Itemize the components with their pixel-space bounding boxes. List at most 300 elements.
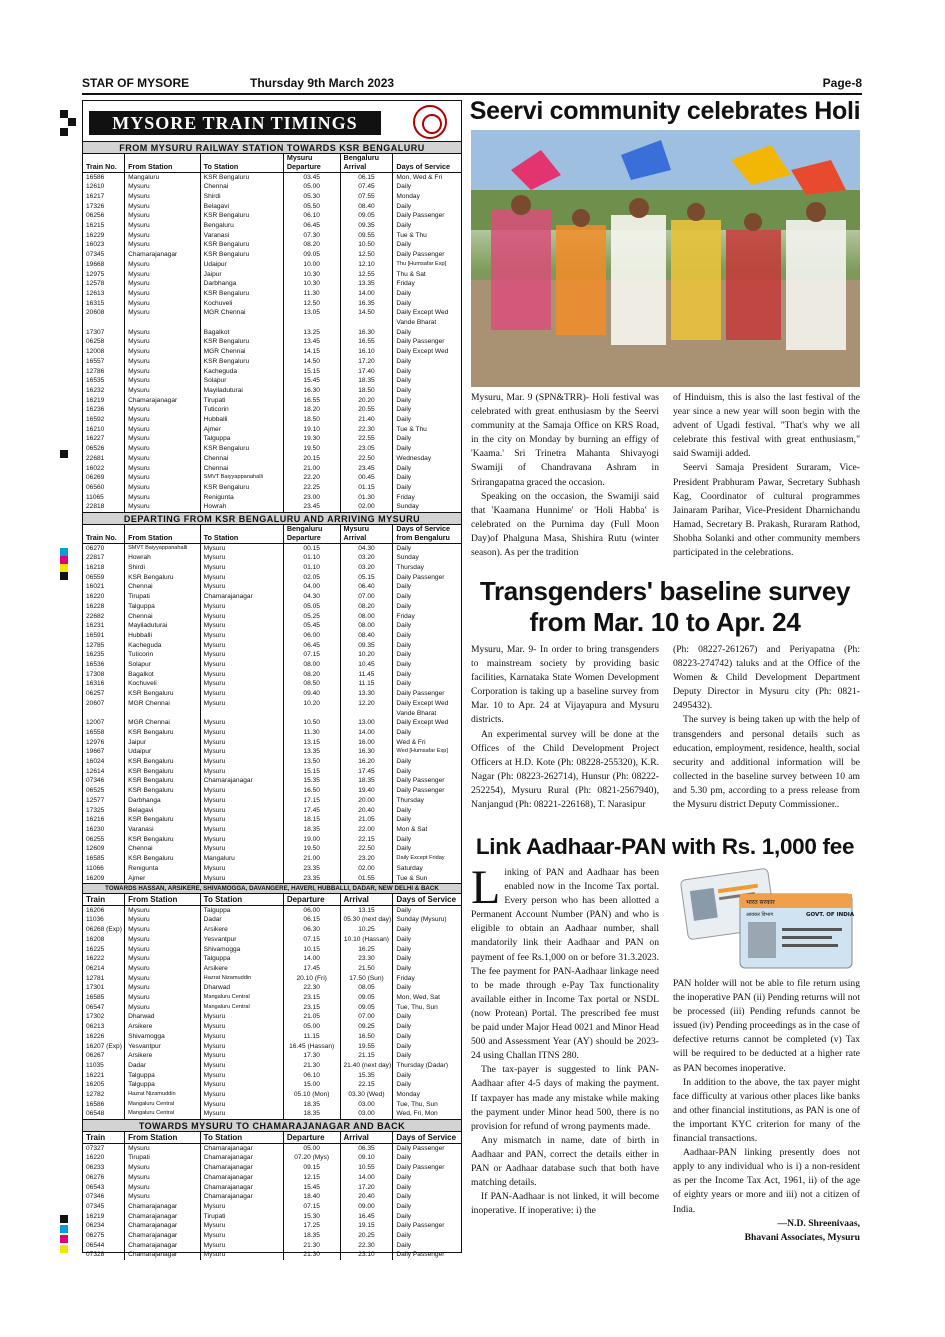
table-cell: KSR Bengaluru (125, 815, 201, 825)
train-row (83, 1250, 461, 1260)
table-cell: Daily (396, 406, 412, 414)
table-cell: Chamarajanagar (125, 250, 201, 260)
reg-mark (60, 450, 68, 458)
table-cell: 18.50 (283, 415, 340, 425)
table-cell: Udaipur (125, 747, 201, 757)
table-cell: 09.15 (283, 1163, 340, 1173)
table-cell: Wed [Humsafar Exp] (396, 748, 448, 755)
train-row (83, 299, 461, 309)
timetable-2 (83, 525, 461, 883)
table-cell: Talguppa (125, 1071, 201, 1081)
table-cell: Monday (396, 1091, 420, 1099)
table-cell: Mysuru (125, 357, 201, 367)
table-cell: Daily (396, 1071, 412, 1079)
table-cell: Daily (396, 328, 412, 336)
table-cell: 16.10 (340, 347, 393, 357)
railway-logo-icon (413, 105, 447, 139)
table-cell: Daily (396, 1013, 412, 1021)
table-cell: Daily Except Wed (396, 699, 449, 707)
card-text: आयकर विभाग (746, 912, 774, 918)
table-cell (83, 318, 125, 328)
train-row (83, 964, 461, 974)
table-cell: Yesvantpur (200, 935, 283, 945)
table-cell: 06275 (83, 1231, 125, 1241)
table-cell: Varanasi (125, 825, 201, 835)
paper-name: STAR OF MYSORE (82, 76, 190, 90)
table-cell (340, 318, 393, 328)
table-cell: 07346 (83, 776, 125, 786)
table-cell: 16592 (83, 415, 125, 425)
train-row (83, 786, 461, 796)
table-cell: Mysuru (200, 757, 283, 767)
table-cell: Mysuru (125, 1173, 201, 1183)
table-cell: 06234 (83, 1221, 125, 1231)
byline: Bhavani Associates, Mysuru (744, 1231, 860, 1243)
table-cell: Mon, Wed & Fri (396, 173, 443, 181)
table-cell: 20.10 (Fri) (283, 974, 340, 984)
table-cell: 06258 (83, 337, 125, 347)
table-cell: 22.50 (340, 454, 393, 464)
table-cell: 16585 (83, 993, 125, 1003)
table-cell: Yesvantpur (125, 1042, 201, 1052)
table-cell: 05.30 (283, 192, 340, 202)
table-cell: Tue & Sun (396, 874, 428, 882)
table-cell: 10.50 (283, 718, 340, 728)
table-cell: 11.45 (340, 670, 393, 680)
train-row (83, 1071, 461, 1081)
table-cell: 12613 (83, 289, 125, 299)
timetable-1 (83, 154, 461, 512)
table-cell: Mysuru (200, 874, 283, 884)
table-cell: 16585 (83, 854, 125, 864)
table-cell: Dadar (125, 1061, 201, 1071)
table-cell: 16.50 (340, 1032, 393, 1042)
table-cell: 11.15 (283, 1032, 340, 1042)
table-cell: Chamarajanagar (125, 1241, 201, 1251)
table-cell: 17.30 (283, 1051, 340, 1061)
table-cell: Mon & Sat (396, 826, 428, 833)
table-cell: Hubballi (125, 631, 201, 641)
table-cell: Daily (396, 289, 412, 297)
train-row (83, 376, 461, 386)
train-row (83, 612, 461, 622)
column-header: From Station (125, 1132, 201, 1143)
table-cell: 02.00 (340, 502, 393, 512)
train-timings-title: MYSORE TRAIN TIMINGS (89, 111, 381, 135)
table-cell: Tue, Thu, Sun (396, 1100, 438, 1108)
table-cell: Talguppa (125, 1080, 201, 1090)
table-cell: 03.20 (340, 553, 393, 563)
table-cell: Shivamogga (200, 945, 283, 955)
card-text: भारत सरकार (746, 899, 775, 906)
table-cell: KSR Bengaluru (200, 357, 283, 367)
train-row (83, 434, 461, 444)
table-cell: Mysuru (200, 1012, 283, 1022)
table-cell: 16.20 (340, 757, 393, 767)
table-cell: KSR Bengaluru (125, 767, 201, 777)
table-cell: 17.45 (340, 767, 393, 777)
table-cell: Daily (396, 544, 412, 552)
table-cell: 10.25 (340, 925, 393, 935)
table-cell: 05.15 (340, 573, 393, 583)
table-cell: 06270 (83, 543, 125, 553)
aadhaar-col-1 (471, 861, 659, 1218)
train-row (83, 935, 461, 945)
table-cell: 14.00 (340, 728, 393, 738)
table-cell: Mysuru (125, 905, 201, 915)
train-row (83, 689, 461, 699)
table-cell: 19.50 (283, 844, 340, 854)
table-cell: Daily (396, 728, 412, 736)
table-cell: Mysuru (200, 1231, 283, 1241)
table-cell: 16586 (83, 172, 125, 182)
table-cell: 02.05 (283, 573, 340, 583)
table-cell: 16220 (83, 592, 125, 602)
table-cell: Mysuru (200, 1250, 283, 1260)
train-row (83, 1022, 461, 1032)
table-cell: Chennai (125, 844, 201, 854)
table-cell: 18.35 (340, 376, 393, 386)
column-header: Bengaluru Arrival (340, 154, 393, 172)
table-cell: Talguppa (200, 954, 283, 964)
table-cell: Chamarajanagar (125, 1202, 201, 1212)
reg-mark (60, 1225, 68, 1233)
survey-headline (468, 576, 862, 638)
table-cell: Mysuru (200, 1090, 283, 1100)
table-cell: Mysuru (200, 582, 283, 592)
train-row (83, 915, 461, 925)
table-cell: Daily Passenger (396, 1251, 445, 1259)
table-cell: 16218 (83, 563, 125, 573)
table-cell: 07345 (83, 1202, 125, 1212)
table-cell: 18.50 (340, 386, 393, 396)
train-row (83, 1061, 461, 1071)
table-cell: 00.45 (340, 473, 393, 483)
table-cell: Friday (396, 974, 415, 982)
train-row (83, 974, 461, 984)
table-cell: 07328 (83, 1250, 125, 1260)
table-cell: Mysuru (125, 434, 201, 444)
table-cell: Mysuru (200, 815, 283, 825)
table-cell: Dadar (200, 915, 283, 925)
column-header: Train (83, 1132, 125, 1143)
table-cell: 07.00 (340, 1012, 393, 1022)
table-cell: 06547 (83, 1003, 125, 1013)
table-cell: 17.20 (340, 1183, 393, 1193)
train-row (83, 454, 461, 464)
table-cell: 06.35 (340, 1143, 393, 1153)
table-cell: Mysuru (200, 1202, 283, 1212)
table-cell: Tirupati (200, 396, 283, 406)
table-cell (125, 709, 201, 719)
table-cell: 04.30 (340, 543, 393, 553)
table-cell: 14.00 (283, 954, 340, 964)
table-cell: 21.05 (340, 815, 393, 825)
table-cell: 17325 (83, 806, 125, 816)
table-cell: Chennai (200, 454, 283, 464)
drop-cap: L (471, 861, 501, 914)
table-cell: 15.45 (283, 1183, 340, 1193)
table-cell: 09.35 (340, 221, 393, 231)
table-cell: 17301 (83, 983, 125, 993)
table-cell: Daily (396, 1202, 412, 1210)
table-cell: Chamarajanagar (200, 1192, 283, 1202)
reg-mark (60, 1245, 68, 1253)
table-cell: 23.10 (340, 1250, 393, 1260)
table-cell: Mysuru (200, 767, 283, 777)
table-cell: 06526 (83, 444, 125, 454)
table-cell: Arsikere (200, 964, 283, 974)
paragraph: The tax-payer is suggested to link PAN-Aadhaar after 4-5 days of making the payment. If taxpayer has made any mistake while making the payment under Minor head 500, there is no provision for refund of wrong payments made. (471, 1064, 659, 1132)
column-header: Arrival (340, 1132, 393, 1143)
table-cell: 22681 (83, 454, 125, 464)
table-cell: Daily (396, 1154, 412, 1162)
table-cell: Mysuru (125, 1192, 201, 1202)
table-cell: 16222 (83, 954, 125, 964)
table-cell: Daily (396, 474, 412, 482)
train-row (83, 260, 461, 270)
train-row (83, 1212, 461, 1222)
table-cell: 12007 (83, 718, 125, 728)
table-cell: 01.10 (283, 563, 340, 573)
reg-mark (60, 572, 68, 580)
paragraph: In addition to the above, the tax payer might face difficulty at various other places like banks and other financial institutions, as PAN is one of the important KYC criterion for many of the financial transactions. (673, 1076, 860, 1145)
section-band: DEPARTING FROM KSR BENGALURU AND ARRIVING MYSURU (83, 512, 461, 525)
table-cell: Tue, Thu, Sun (396, 1003, 438, 1011)
table-cell: 16232 (83, 386, 125, 396)
table-cell: Daily (396, 651, 412, 659)
table-cell: Kochuveli (200, 299, 283, 309)
table-cell: Daily Passenger (396, 690, 445, 698)
train-row (83, 592, 461, 602)
table-cell: Ajmer (200, 425, 283, 435)
paragraph: The survey is being taken up with the help of transgenders and personal details such as education, employment, residence, health, social security and additional information will be collected in the baseline survey between 10 am and 5.30 pm, according to a press release from the Mysuru district Deputy Commissioner.. (673, 714, 860, 811)
table-cell: 06268 (Exp) (83, 925, 125, 935)
table-cell: 23.35 (283, 874, 340, 884)
table-cell: Daily Except Wed (396, 719, 449, 727)
table-cell: Kacheguda (125, 641, 201, 651)
table-cell: 23.35 (283, 864, 340, 874)
table-cell: Mysuru (200, 786, 283, 796)
table-cell: 07.20 (Mys) (283, 1153, 340, 1163)
table-cell: 12609 (83, 844, 125, 854)
table-cell: 06267 (83, 1051, 125, 1061)
table-cell: Daily Passenger (396, 1164, 445, 1172)
table-cell: Dharwad (125, 1012, 201, 1022)
section-band: FROM MYSURU RAILWAY STATION TOWARDS KSR BENGALURU (83, 141, 461, 154)
column-header: From Station (125, 894, 201, 905)
table-cell: 16.50 (283, 786, 340, 796)
table-cell: 19.50 (283, 444, 340, 454)
table-cell: 11.30 (283, 728, 340, 738)
column-header: Departure (283, 1132, 340, 1143)
table-cell: Mysuru (200, 806, 283, 816)
paragraph: of Hinduism, this is also the last festival of the year since a new year will soon begin with the advent of Ugadi festival. "That's why we all celebrate this festival with great enthusiasm," said Swamiji added. (673, 392, 860, 460)
table-cell: Solapur (200, 376, 283, 386)
section-band: TOWARDS MYSURU TO CHAMARAJANAGAR AND BACK (83, 1119, 461, 1132)
table-cell: Vande Bharat (396, 319, 437, 327)
table-cell: Thursday (396, 564, 424, 572)
table-cell: 18.35 (340, 776, 393, 786)
table-cell: 12.50 (283, 299, 340, 309)
train-row (83, 1003, 461, 1013)
paragraph: inking of PAN and Aadhaar has been enabled now in the Income Tax portal. Every person who has been allotted a Permanent Account Number (PAN) and who is eligible to obtain an Aadhaar number, shall mandatorily link their Aadhaar and PAN on payment of fee Rs.1,000 on or before 31.3.2023. The fee payment for PAN-Aadhaar linkage need to be made through e-Pay Tax functionality available either in Income Tax portal or NSDL (now Protean) Portal. The prescribed fee must be paid under Major Head 0021 and Minor Head 500 and Assessment Year (AY) should be 2023-24 using Challan ITNS 280. (471, 867, 659, 1062)
table-cell: Daily Passenger (396, 1144, 445, 1152)
table-cell: Daily Passenger (396, 338, 445, 346)
table-cell: 20607 (83, 699, 125, 709)
table-cell: Mysuru (200, 602, 283, 612)
table-cell: Chamarajanagar (125, 1221, 201, 1231)
train-row (83, 240, 461, 250)
table-cell: 04.30 (283, 592, 340, 602)
paragraph: Aadhaar-PAN linking presently does not apply to any individual who is i) a non-resident as per the Income Tax Act, 1961, ii) of the age of eighty years or more and iii) not a citizen of India. (673, 1147, 860, 1215)
table-cell: Daily (396, 583, 412, 591)
train-row (83, 1153, 461, 1163)
table-cell: 12.50 (340, 250, 393, 260)
festival-photo-art (471, 130, 860, 387)
table-cell: Mysuru (125, 182, 201, 192)
table-cell: 06544 (83, 1241, 125, 1251)
timetable-4 (83, 1132, 461, 1260)
table-cell: 16557 (83, 357, 125, 367)
table-cell: Talguppa (200, 905, 283, 915)
table-cell: 17302 (83, 1012, 125, 1022)
table-cell: 10.00 (283, 260, 340, 270)
train-row (83, 1090, 461, 1100)
table-cell: 16235 (83, 650, 125, 660)
table-cell: Friday (396, 493, 415, 501)
table-cell: 09.40 (283, 689, 340, 699)
table-cell: 23.30 (340, 954, 393, 964)
column-header: Departure (283, 894, 340, 905)
headline-line: Transgenders' baseline survey (479, 576, 851, 606)
table-cell: Daily (396, 622, 412, 630)
table-cell: Daily (396, 955, 412, 963)
table-cell: 14.15 (283, 347, 340, 357)
table-cell: 22817 (83, 553, 125, 563)
train-row (83, 337, 461, 347)
table-cell: 19.10 (283, 425, 340, 435)
table-cell: Thursday (396, 796, 424, 804)
table-cell: 16206 (83, 905, 125, 915)
table-cell: Mysuru (200, 573, 283, 583)
holi-headline: Seervi community celebrates Holi (469, 97, 861, 125)
table-cell: Mysuru (125, 983, 201, 993)
column-header: Days of Service (393, 894, 461, 905)
table-cell: 19.30 (283, 434, 340, 444)
table-cell: 09.05 (283, 250, 340, 260)
table-cell: 06213 (83, 1022, 125, 1032)
table-cell: Mysuru (200, 679, 283, 689)
column-header: Days of Service (393, 154, 461, 172)
table-cell: Tirupati (200, 1212, 283, 1222)
table-cell: 13.45 (283, 337, 340, 347)
table-cell: 06.10 (283, 1071, 340, 1081)
table-cell: Mysuru (200, 1109, 283, 1119)
festival-photo (471, 130, 860, 387)
table-cell: Tirupati (125, 592, 201, 602)
table-cell: 16215 (83, 221, 125, 231)
table-cell: Daily (396, 593, 412, 601)
table-cell: Mysuru (200, 1100, 283, 1110)
table-cell: Mysuru (125, 405, 201, 415)
table-cell: 09.05 (340, 1003, 393, 1013)
column-header: Bengaluru Departure (283, 525, 340, 543)
table-cell: Mysuru (200, 825, 283, 835)
train-row (83, 679, 461, 689)
table-cell: Mysuru (125, 299, 201, 309)
train-row (83, 563, 461, 573)
paragraph: Mysuru, Mar. 9- In order to bring transgenders to mainstream society by providing basic facilities, Karnataka State Women Development Corporation is taking up a baseline survey from Mar. 10 to Apr. 24 at Vijayapura and Mysuru districts. (471, 644, 659, 726)
table-cell: Solapur (125, 660, 201, 670)
table-cell: 21.05 (283, 1012, 340, 1022)
table-cell: Chennai (200, 464, 283, 474)
table-cell: Mysuru (200, 650, 283, 660)
train-row (83, 493, 461, 503)
table-cell: 16209 (83, 874, 125, 884)
table-cell: 16535 (83, 376, 125, 386)
table-cell: 21.15 (340, 1051, 393, 1061)
table-cell: Saturday (396, 864, 423, 872)
table-header-row (83, 1132, 461, 1143)
table-cell: 16226 (83, 1032, 125, 1042)
table-cell: Mysuru (125, 945, 201, 955)
table-cell: SMVT Baiyyappanahalli (125, 543, 201, 553)
table-cell: 10.20 (283, 699, 340, 709)
table-cell: Mysuru (200, 1071, 283, 1081)
table-cell: 07345 (83, 250, 125, 260)
train-row (83, 444, 461, 454)
column-header: Train No. (83, 525, 125, 543)
table-cell: MGR Chennai (200, 308, 283, 318)
table-cell: 19.15 (340, 1221, 393, 1231)
train-row (83, 718, 461, 728)
table-cell: 05.45 (283, 621, 340, 631)
train-row (83, 1183, 461, 1193)
table-cell: 16.30 (340, 328, 393, 338)
table-cell: 14.00 (340, 1173, 393, 1183)
issue-date: Thursday 9th March 2023 (250, 76, 395, 90)
table-cell: Daily (396, 445, 412, 453)
table-cell: 16230 (83, 825, 125, 835)
table-cell: Mysuru (125, 240, 201, 250)
train-row (83, 650, 461, 660)
section-band: TOWARDS HASSAN, ARSIKERE, SHIVAMOGGA, DAVANGERE, HAVERI, HUBBALLI, DADAR, NEW DELHI & BACK (83, 883, 461, 894)
table-cell: 05.50 (283, 202, 340, 212)
train-row (83, 202, 461, 212)
table-cell: 13.35 (283, 747, 340, 757)
table-cell: Chamarajanagar (125, 1212, 201, 1222)
table-cell: 06.10 (283, 211, 340, 221)
table-cell: Daily (396, 241, 412, 249)
table-cell: 06.00 (283, 905, 340, 915)
train-row (83, 1221, 461, 1231)
table-cell: KSR Bengaluru (125, 757, 201, 767)
table-cell: 18.40 (283, 1192, 340, 1202)
table-cell: 21.30 (283, 1061, 340, 1071)
train-row (83, 308, 461, 318)
table-cell: Mysuru (125, 279, 201, 289)
table-cell: 06276 (83, 1173, 125, 1183)
train-row (83, 250, 461, 260)
table-cell: 10.30 (283, 279, 340, 289)
table-cell: 16315 (83, 299, 125, 309)
table-cell: 13.00 (340, 718, 393, 728)
train-row (83, 796, 461, 806)
table-cell: 19668 (83, 260, 125, 270)
table-cell: KSR Bengaluru (200, 289, 283, 299)
table-cell: Daily (396, 1212, 412, 1220)
